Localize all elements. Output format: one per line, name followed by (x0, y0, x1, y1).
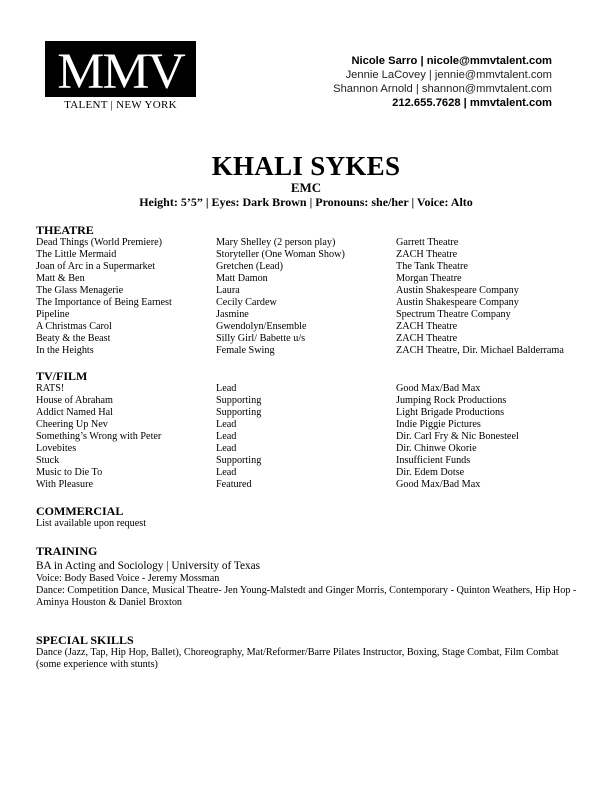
credit-venue: Morgan Theatre (396, 273, 462, 284)
section-title-theatre: THEATRE (36, 223, 94, 237)
credit-row (36, 407, 505, 419)
credit-row (36, 345, 564, 357)
credit-role: Lead (216, 383, 237, 394)
credit-role: Female Swing (216, 345, 275, 356)
credit-title: Matt & Ben (36, 273, 85, 284)
credit-role: Matt Damon (216, 273, 268, 284)
credit-row (36, 333, 458, 345)
tvfilm-section (36, 369, 519, 491)
credit-role: Jasmine (216, 309, 249, 320)
credit-venue: ZACH Theatre (396, 249, 458, 260)
credit-row (36, 309, 511, 321)
credit-row (36, 297, 519, 309)
credit-title: Pipeline (36, 309, 70, 320)
actor-name: KHALI SYKES (211, 151, 401, 181)
credit-role: Cecily Cardew (216, 297, 277, 308)
credit-venue: Dir. Carl Fry & Nic Bonesteel (396, 431, 519, 442)
credit-role: Supporting (216, 455, 262, 466)
contact-line-shannon[interactable]: Shannon Arnold | shannon@mmvtalent.com (333, 83, 552, 95)
credit-row (36, 395, 507, 407)
credit-row (36, 467, 465, 479)
contact-line-phone-web[interactable]: 212.655.7628 | mmvtalent.com (392, 97, 552, 109)
credit-title: The Importance of Being Earnest (36, 297, 172, 308)
credit-role: Lead (216, 431, 237, 442)
credit-row (36, 285, 519, 297)
credit-venue: Dir. Chinwe Okorie (396, 443, 477, 454)
credit-venue: ZACH Theatre (396, 333, 458, 344)
credit-role: Supporting (216, 395, 262, 406)
credit-title: Music to Die To (36, 467, 103, 478)
credit-title: A Christmas Carol (36, 321, 112, 332)
credit-venue: The Tank Theatre (396, 261, 468, 272)
credit-venue: Indie Piggie Pictures (396, 419, 481, 430)
credit-title: Joan of Arc in a Supermarket (36, 261, 156, 272)
training-degree: BA in Acting and Sociology | University of Texas (36, 560, 261, 572)
credit-title: Addict Named Hal (36, 407, 113, 418)
credit-venue: Light Brigade Productions (396, 407, 505, 418)
logo-letters: MMV (57, 44, 184, 97)
credit-role: Mary Shelley (2 person play) (216, 237, 336, 248)
credit-venue: ZACH Theatre, Dir. Michael Balderrama (396, 345, 564, 356)
agency-contact (333, 54, 552, 110)
training-dance: Dance: Competition Dance, Musical Theatre- Jen Young-Malstedt and Ginger Morris, Contemporary - Quinton Weathers, Hip Hop - Aminya Houston & Daniel Broxton (36, 585, 577, 608)
credit-venue: Jumping Rock Productions (396, 395, 507, 406)
credit-venue: Good Max/Bad Max (396, 479, 481, 490)
credit-title: With Pleasure (36, 479, 94, 490)
credit-row (36, 273, 462, 285)
credit-role: Featured (216, 479, 252, 490)
credit-venue: Garrett Theatre (396, 237, 459, 248)
theatre-credits (36, 237, 564, 357)
commercial-section (36, 504, 584, 530)
credit-role: Gwendolyn/Ensemble (216, 321, 307, 332)
contact-line-jennie[interactable]: Jennie LaCovey | jennie@mmvtalent.com (345, 69, 552, 81)
contact-line-nicole[interactable]: Nicole Sarro | nicole@mmvtalent.com (351, 55, 552, 67)
credit-title: Lovebites (36, 443, 77, 454)
credit-role: Supporting (216, 407, 262, 418)
theatre-section (36, 223, 564, 357)
credit-row (36, 237, 459, 249)
skills-section (36, 633, 584, 671)
union-status: EMC (290, 180, 322, 195)
credit-row (36, 321, 458, 333)
credit-title: House of Abraham (36, 395, 113, 406)
credit-venue: Dir. Edem Dotse (396, 467, 465, 478)
section-title-skills: SPECIAL SKILLS (36, 633, 134, 647)
credit-venue: Good Max/Bad Max (396, 383, 481, 394)
credit-venue: ZACH Theatre (396, 321, 458, 332)
credit-row (36, 431, 519, 443)
credit-role: Lead (216, 467, 237, 478)
section-title-commercial: COMMERCIAL (36, 504, 124, 518)
credit-title: Something’s Wrong with Peter (36, 431, 162, 442)
section-title-training: TRAINING (36, 544, 98, 558)
tvfilm-credits (36, 383, 519, 491)
credit-role: Storyteller (One Woman Show) (216, 249, 345, 260)
credit-role: Laura (216, 285, 240, 296)
credit-row (36, 443, 477, 455)
actor-stats: Height: 5’5” | Eyes: Dark Brown | Pronouns: she/her | Voice: Alto (139, 195, 473, 209)
credit-title: Dead Things (World Premiere) (36, 237, 163, 248)
credit-title: RATS! (36, 383, 65, 394)
credit-row (36, 249, 458, 261)
skills-text: Dance (Jazz, Tap, Hip Hop, Ballet), Choreography, Mat/Reformer/Barre Pilates Instructor, Boxing, Stage Combat, Film Combat (some experience with stunts) (36, 647, 559, 670)
credit-role: Lead (216, 443, 237, 454)
credit-venue: Insufficient Funds (396, 455, 471, 466)
credit-row (36, 455, 471, 467)
credit-role: Lead (216, 419, 237, 430)
credit-venue: Austin Shakespeare Company (396, 285, 519, 296)
credit-row (36, 261, 468, 273)
credit-venue: Spectrum Theatre Company (396, 309, 511, 320)
credit-role: Silly Girl/ Babette u/s (216, 333, 306, 344)
credit-title: Cheering Up Nev (36, 419, 108, 430)
credit-title: In the Heights (36, 345, 94, 356)
credit-venue: Austin Shakespeare Company (396, 297, 519, 308)
credit-title: The Glass Menagerie (36, 285, 124, 296)
credit-title: Stuck (36, 455, 60, 466)
agency-logo (45, 41, 196, 97)
training-voice: Voice: Body Based Voice - Jeremy Mossman (36, 573, 220, 584)
section-title-tvfilm: TV/FILM (36, 369, 88, 383)
training-section (36, 544, 584, 609)
credit-row (36, 419, 481, 431)
credit-title: The Little Mermaid (36, 249, 117, 260)
credit-row (36, 383, 481, 395)
credit-role: Gretchen (Lead) (216, 261, 284, 272)
credit-title: Beaty & the Beast (36, 333, 111, 344)
logo-tagline: TALENT | NEW YORK (64, 99, 177, 111)
commercial-text: List available upon request (36, 518, 147, 529)
credit-row (36, 479, 481, 491)
